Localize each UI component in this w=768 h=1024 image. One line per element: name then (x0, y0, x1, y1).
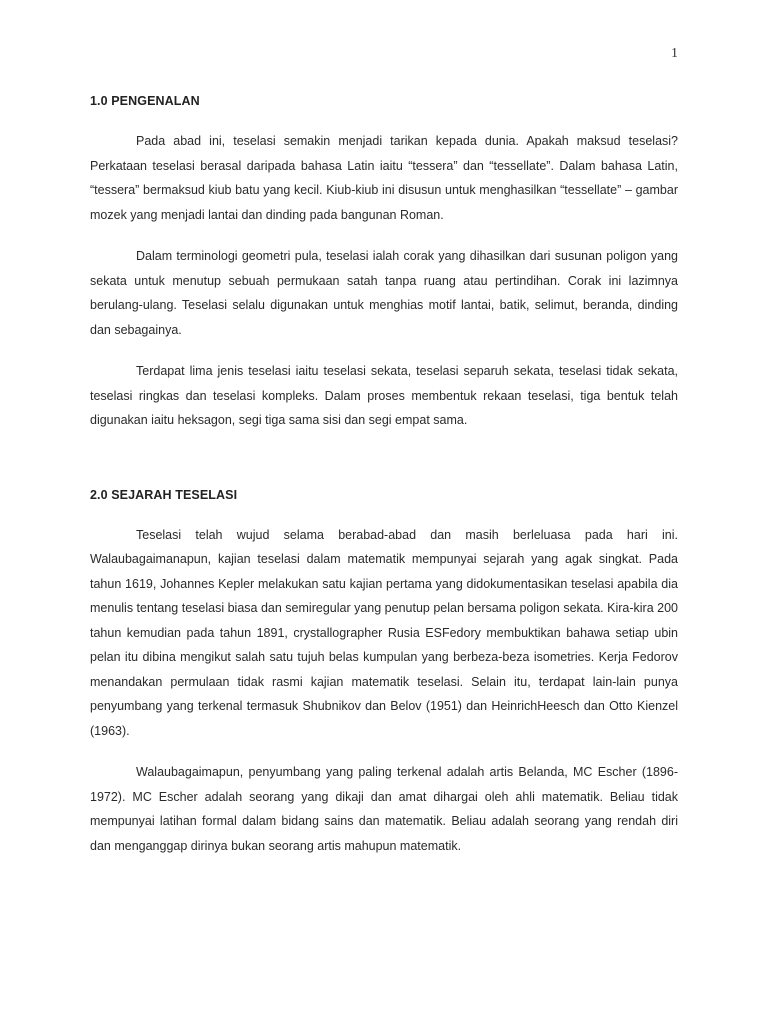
section-heading: 1.0 PENGENALAN (90, 94, 200, 108)
section-pengenalan (90, 93, 678, 433)
paragraph: Walaubagaimapun, penyumbang yang paling terkenal adalah artis Belanda, MC Escher (1896-1972). MC Escher adalah seorang yang dikaji dan amat dihargai oleh ahli matematik. Beliau tidak mempunyai latihan formal dalam bidang sains dan matematik. Beliau adalah seorang yang rendah diri dan menganggap dirinya bukan seorang artis mahupun matematik. (90, 765, 678, 853)
page-number: 1 (671, 46, 678, 61)
section-sejarah-teselasi (90, 487, 678, 859)
paragraph: Pada abad ini, teselasi semakin menjadi tarikan kepada dunia. Apakah maksud teselasi? Perkataan teselasi berasal daripada bahasa Latin iaitu “tessera” dan “tessellate”. Dalam bahasa Latin, “tessera” bermaksud kiub batu yang kecil. Kiub-kiub ini disusun untuk menghasilkan “tessellate” – gambar mozek yang menjadi lantai dan dinding pada bangunan Roman. (90, 134, 678, 222)
paragraph: Terdapat lima jenis teselasi iaitu teselasi sekata, teselasi separuh sekata, teselasi tidak sekata, teselasi ringkas dan teselasi kompleks. Dalam proses membentuk rekaan teselasi, tiga bentuk telah digunakan iaitu heksagon, segi tiga sama sisi dan segi empat sama. (90, 364, 678, 427)
paragraph: Teselasi telah wujud selama berabad-abad dan masih berleluasa pada hari ini. Walaubagaimanapun, kajian teselasi dalam matematik mempunyai sejarah yang agak singkat. Pada tahun 1619, Johannes Kepler melakukan satu kajian pertama yang didokumentasikan teselasi apabila dia menulis tentang teselasi biasa dan semiregular yang penutup pelan bersama poligon sekata. Kira-kira 200 tahun kemudian pada tahun 1891, crystallographer Rusia ESFedory membuktikan bahawa setiap ubin pelan itu dibina mengikut salah satu tujuh belas kumpulan yang berbeza-beza isometries. Kerja Fedorov menandakan permulaan tidak rasmi kajian matematik teselasi. Selain itu, terdapat lain-lain punya penyumbang yang terkenal termasuk Shubnikov dan Belov (1951) dan HeinrichHeesch dan Otto Kienzel (1963). (90, 527, 678, 738)
section-heading: 2.0 SEJARAH TESELASI (90, 487, 238, 502)
paragraph: Dalam terminologi geometri pula, teselasi ialah corak yang dihasilkan dari susunan poligon yang sekata untuk menutup sebuah permukaan satah tanpa ruang atau pertindihan. Corak ini lazimnya berulang-ulang. Teselasi selalu digunakan untuk menghias motif lantai, batik, selimut, beranda, dinding dan sebagainya. (90, 249, 678, 337)
document-body (90, 93, 678, 875)
